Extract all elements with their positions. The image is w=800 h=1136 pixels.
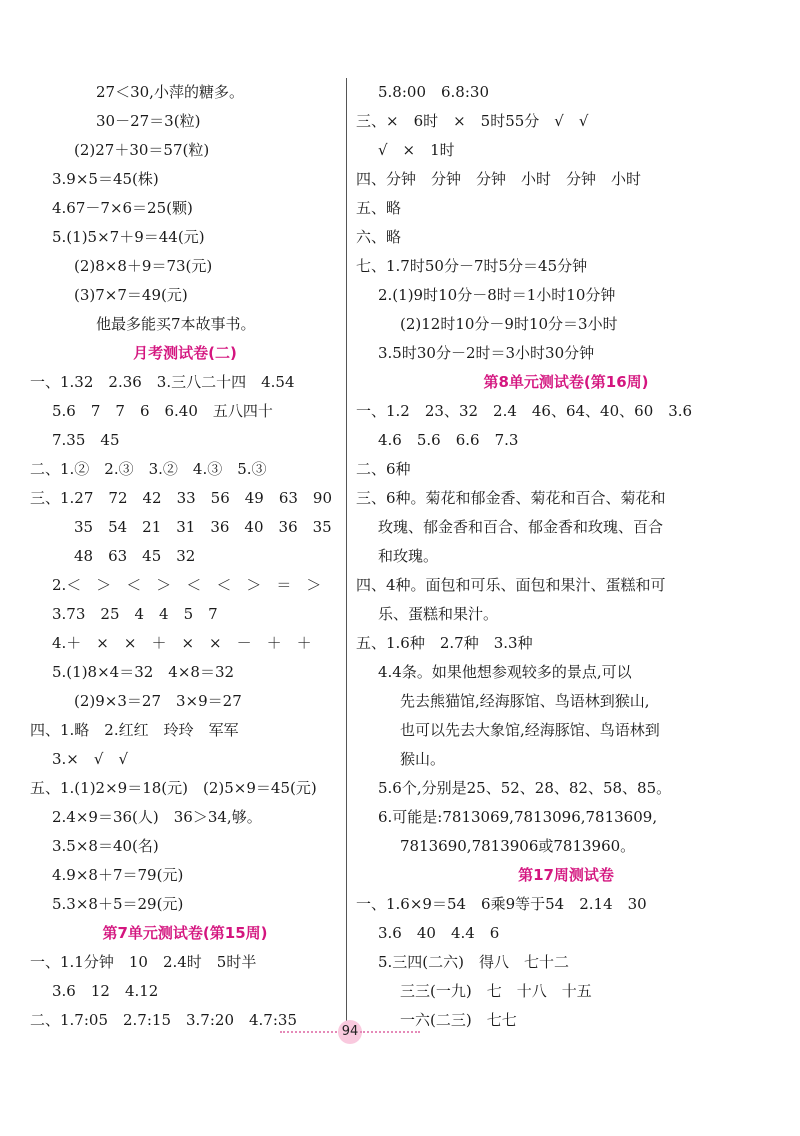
section-heading: 月考测试卷(二) xyxy=(133,344,237,362)
answer-line: 3.5×8＝40(名) xyxy=(52,837,159,855)
answer-line: (2)12时10分－9时10分＝3小时 xyxy=(400,315,618,333)
answer-line: 2.＜ ＞ ＜ ＞ ＜ ＜ ＞ ＝ ＞ xyxy=(52,576,322,594)
answer-line: 5.3×8＋5＝29(元) xyxy=(52,895,184,913)
answer-line: 五、1.(1)2×9＝18(元) (2)5×9＝45(元) xyxy=(30,779,317,797)
answer-line: 和玫瑰。 xyxy=(378,547,439,565)
section-heading: 第7单元测试卷(第15周) xyxy=(102,924,268,942)
answer-line: 一、1.2 23、32 2.4 46、64、40、60 3.6 xyxy=(356,402,693,420)
answer-line: (2)8×8＋9＝73(元) xyxy=(74,257,213,275)
answer-line: 3.6 40 4.4 6 xyxy=(378,924,500,942)
answer-line: 7.35 45 xyxy=(52,431,120,449)
answer-line: 4.4条。如果他想参观较多的景点,可以 xyxy=(378,663,632,681)
answer-line: 一、1.6×9＝54 6乘9等于54 2.14 30 xyxy=(356,895,647,913)
answer-line: (3)7×7＝49(元) xyxy=(74,286,188,304)
answer-line: 六、略 xyxy=(356,228,402,246)
answer-line: 5.6个,分别是25、52、28、82、58、85。 xyxy=(378,779,672,797)
answer-line: 5.8:00 6.8:30 xyxy=(378,83,489,101)
answer-line: 三、1.27 72 42 33 56 49 63 90 xyxy=(30,489,333,507)
answer-line: 35 54 21 31 36 40 36 35 xyxy=(74,518,332,536)
answer-line: √ × 1时 xyxy=(378,141,455,159)
section-heading: 第17周测试卷 xyxy=(518,866,614,884)
answer-line: 猴山。 xyxy=(400,750,446,768)
answer-line: 4.67－7×6＝25(颗) xyxy=(52,199,193,217)
answer-line: 乐、蛋糕和果汁。 xyxy=(378,605,499,623)
footer-dots-left xyxy=(280,1031,340,1033)
answer-line: 3.6 12 4.12 xyxy=(52,982,159,1000)
answer-line: 4.6 5.6 6.6 7.3 xyxy=(378,431,519,449)
answer-line: 5.三四(二六) 得八 七十二 xyxy=(378,953,570,971)
answer-line: 四、1.略 2.红红 玲玲 军军 xyxy=(30,721,239,739)
answer-line: 3.9×5＝45(株) xyxy=(52,170,159,188)
page-footer xyxy=(0,1016,800,1046)
answer-line: 3.× √ √ xyxy=(52,750,128,768)
answer-line: 一、1.32 2.36 3.三八二十四 4.54 xyxy=(30,373,295,391)
answer-line: (2)9×3＝27 3×9＝27 xyxy=(74,692,242,710)
answer-line: 先去熊猫馆,经海豚馆、鸟语林到猴山, xyxy=(400,692,650,710)
answer-line: 3.73 25 4 4 5 7 xyxy=(52,605,218,623)
answer-line: 二、6种 xyxy=(356,460,411,478)
column-divider xyxy=(346,78,347,1026)
answer-line: 一六(二三) 七七 xyxy=(400,1011,517,1029)
answer-line: 一、1.1分钟 10 2.4时 5时半 xyxy=(30,953,257,971)
answer-line: 三三(一九) 七 十八 十五 xyxy=(400,982,592,1000)
answer-line: 七、1.7时50分－7时5分＝45分钟 xyxy=(356,257,588,275)
answer-line: 四、4种。面包和可乐、面包和果汁、蛋糕和可 xyxy=(356,576,666,594)
section-heading: 第8单元测试卷(第16周) xyxy=(483,373,649,391)
answer-line: 4.9×8＋7＝79(元) xyxy=(52,866,184,884)
answer-line: 四、分钟 分钟 分钟 小时 分钟 小时 xyxy=(356,170,642,188)
answer-line: 2.4×9＝36(人) 36＞34,够。 xyxy=(52,808,262,826)
right-column xyxy=(356,78,776,1035)
answer-line: 5.(1)8×4＝32 4×8＝32 xyxy=(52,663,235,681)
answer-line: 4.＋ × × ＋ × × － ＋ ＋ xyxy=(52,634,312,652)
answer-line: 二、1.② 2.③ 3.② 4.③ 5.③ xyxy=(30,460,267,478)
answer-line: 玫瑰、郁金香和百合、郁金香和玫瑰、百合 xyxy=(378,518,664,536)
answer-line: 27＜30,小萍的糖多。 xyxy=(96,83,244,101)
answer-line: 三、6种。菊花和郁金香、菊花和百合、菊花和 xyxy=(356,489,666,507)
footer-dots-right xyxy=(360,1031,420,1033)
answer-line: 二、1.7:05 2.7:15 3.7:20 4.7:35 xyxy=(30,1011,297,1029)
answer-line: 6.可能是:7813069,7813096,7813609, xyxy=(378,808,658,826)
answer-line: 五、1.6种 2.7种 3.3种 xyxy=(356,634,533,652)
answer-line: 3.5时30分－2时＝3小时30分钟 xyxy=(378,344,595,362)
answer-line: 30－27＝3(粒) xyxy=(96,112,201,130)
answer-line: 也可以先去大象馆,经海豚馆、鸟语林到 xyxy=(400,721,660,739)
answer-line: 5.(1)5×7＋9＝44(元) xyxy=(52,228,205,246)
answer-line: 五、略 xyxy=(356,199,402,217)
answer-line: 7813690,7813906或7813960。 xyxy=(400,837,636,855)
answer-line: 2.(1)9时10分－8时＝1小时10分钟 xyxy=(378,286,616,304)
answer-line: 5.6 7 7 6 6.40 五八四十 xyxy=(52,402,273,420)
answer-line: 三、× 6时 × 5时55分 √ √ xyxy=(356,112,589,130)
left-column xyxy=(30,78,340,1035)
answer-line: 48 63 45 32 xyxy=(74,547,196,565)
page-number: 94 xyxy=(338,1020,362,1044)
answer-line: (2)27＋30＝57(粒) xyxy=(74,141,210,159)
answer-line: 他最多能买7本故事书。 xyxy=(96,315,256,333)
